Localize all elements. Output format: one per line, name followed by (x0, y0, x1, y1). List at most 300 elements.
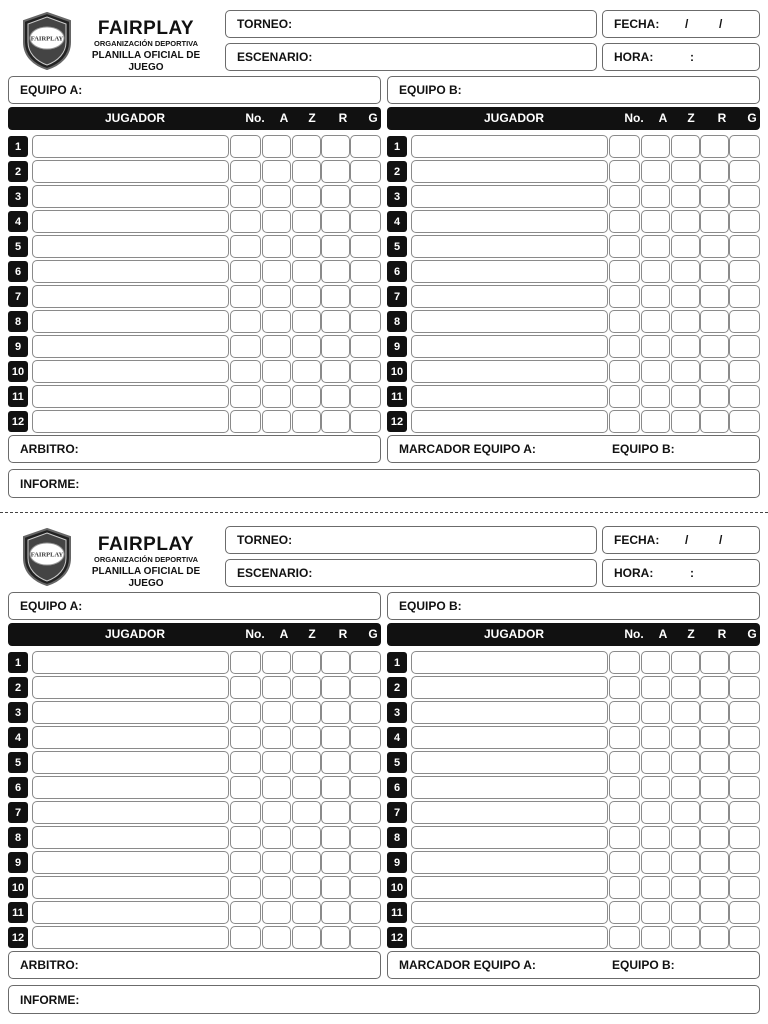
player-name-cell[interactable] (32, 826, 229, 849)
player-name-cell[interactable] (411, 651, 608, 674)
stat-cell[interactable] (671, 260, 700, 283)
stat-cell[interactable] (671, 851, 700, 874)
stat-cell[interactable] (729, 851, 760, 874)
player-name-cell[interactable] (411, 876, 608, 899)
stat-cell[interactable] (641, 876, 670, 899)
marcador-field[interactable] (387, 951, 760, 979)
stat-cell[interactable] (700, 235, 729, 258)
stat-cell[interactable] (350, 701, 381, 724)
informe-field[interactable] (8, 469, 760, 498)
stat-cell[interactable] (321, 210, 350, 233)
player-name-cell[interactable] (411, 135, 608, 158)
stat-cell[interactable] (292, 651, 321, 674)
stat-cell[interactable] (609, 135, 640, 158)
stat-cell[interactable] (292, 751, 321, 774)
stat-cell[interactable] (230, 160, 261, 183)
stat-cell[interactable] (700, 651, 729, 674)
fecha-field[interactable] (602, 10, 760, 38)
stat-cell[interactable] (671, 135, 700, 158)
stat-cell[interactable] (230, 185, 261, 208)
stat-cell[interactable] (700, 160, 729, 183)
stat-cell[interactable] (350, 310, 381, 333)
stat-cell[interactable] (609, 160, 640, 183)
stat-cell[interactable] (671, 926, 700, 949)
stat-cell[interactable] (350, 851, 381, 874)
stat-cell[interactable] (641, 260, 670, 283)
stat-cell[interactable] (262, 235, 291, 258)
stat-cell[interactable] (609, 310, 640, 333)
stat-cell[interactable] (350, 235, 381, 258)
stat-cell[interactable] (292, 210, 321, 233)
stat-cell[interactable] (641, 926, 670, 949)
player-name-cell[interactable] (32, 385, 229, 408)
stat-cell[interactable] (262, 385, 291, 408)
stat-cell[interactable] (350, 160, 381, 183)
escenario-field[interactable] (225, 43, 597, 71)
player-name-cell[interactable] (32, 135, 229, 158)
stat-cell[interactable] (609, 701, 640, 724)
stat-cell[interactable] (729, 751, 760, 774)
stat-cell[interactable] (292, 260, 321, 283)
stat-cell[interactable] (700, 185, 729, 208)
stat-cell[interactable] (671, 901, 700, 924)
player-name-cell[interactable] (32, 260, 229, 283)
stat-cell[interactable] (262, 310, 291, 333)
stat-cell[interactable] (641, 335, 670, 358)
player-name-cell[interactable] (32, 310, 229, 333)
stat-cell[interactable] (609, 235, 640, 258)
stat-cell[interactable] (671, 726, 700, 749)
stat-cell[interactable] (641, 776, 670, 799)
stat-cell[interactable] (671, 210, 700, 233)
stat-cell[interactable] (700, 726, 729, 749)
stat-cell[interactable] (671, 385, 700, 408)
stat-cell[interactable] (700, 776, 729, 799)
stat-cell[interactable] (262, 185, 291, 208)
stat-cell[interactable] (671, 185, 700, 208)
stat-cell[interactable] (262, 826, 291, 849)
escenario-field[interactable] (225, 559, 597, 587)
player-name-cell[interactable] (32, 876, 229, 899)
player-name-cell[interactable] (32, 776, 229, 799)
stat-cell[interactable] (671, 676, 700, 699)
stat-cell[interactable] (230, 851, 261, 874)
stat-cell[interactable] (729, 651, 760, 674)
stat-cell[interactable] (350, 676, 381, 699)
stat-cell[interactable] (671, 801, 700, 824)
stat-cell[interactable] (292, 385, 321, 408)
stat-cell[interactable] (729, 801, 760, 824)
player-name-cell[interactable] (411, 210, 608, 233)
stat-cell[interactable] (641, 360, 670, 383)
stat-cell[interactable] (262, 801, 291, 824)
stat-cell[interactable] (230, 210, 261, 233)
stat-cell[interactable] (230, 726, 261, 749)
player-name-cell[interactable] (411, 360, 608, 383)
stat-cell[interactable] (671, 751, 700, 774)
stat-cell[interactable] (729, 185, 760, 208)
stat-cell[interactable] (230, 335, 261, 358)
player-name-cell[interactable] (411, 335, 608, 358)
equipo-b-field[interactable] (387, 592, 760, 620)
player-name-cell[interactable] (411, 310, 608, 333)
stat-cell[interactable] (729, 135, 760, 158)
torneo-field[interactable] (225, 526, 597, 554)
stat-cell[interactable] (700, 851, 729, 874)
torneo-field[interactable] (225, 10, 597, 38)
player-name-cell[interactable] (411, 285, 608, 308)
stat-cell[interactable] (729, 310, 760, 333)
stat-cell[interactable] (292, 851, 321, 874)
stat-cell[interactable] (700, 310, 729, 333)
stat-cell[interactable] (671, 360, 700, 383)
stat-cell[interactable] (321, 135, 350, 158)
player-name-cell[interactable] (411, 801, 608, 824)
stat-cell[interactable] (671, 776, 700, 799)
stat-cell[interactable] (321, 235, 350, 258)
stat-cell[interactable] (230, 876, 261, 899)
stat-cell[interactable] (262, 676, 291, 699)
stat-cell[interactable] (292, 701, 321, 724)
stat-cell[interactable] (262, 360, 291, 383)
stat-cell[interactable] (230, 926, 261, 949)
stat-cell[interactable] (292, 726, 321, 749)
player-name-cell[interactable] (32, 851, 229, 874)
stat-cell[interactable] (729, 901, 760, 924)
stat-cell[interactable] (671, 876, 700, 899)
stat-cell[interactable] (700, 751, 729, 774)
stat-cell[interactable] (292, 801, 321, 824)
stat-cell[interactable] (350, 410, 381, 433)
stat-cell[interactable] (350, 185, 381, 208)
stat-cell[interactable] (321, 851, 350, 874)
stat-cell[interactable] (321, 676, 350, 699)
stat-cell[interactable] (609, 260, 640, 283)
stat-cell[interactable] (641, 185, 670, 208)
stat-cell[interactable] (609, 651, 640, 674)
stat-cell[interactable] (350, 776, 381, 799)
stat-cell[interactable] (262, 751, 291, 774)
stat-cell[interactable] (350, 210, 381, 233)
stat-cell[interactable] (230, 776, 261, 799)
player-name-cell[interactable] (32, 160, 229, 183)
stat-cell[interactable] (230, 360, 261, 383)
player-name-cell[interactable] (32, 701, 229, 724)
stat-cell[interactable] (700, 901, 729, 924)
equipo-a-field[interactable] (8, 592, 381, 620)
stat-cell[interactable] (230, 235, 261, 258)
player-name-cell[interactable] (411, 260, 608, 283)
stat-cell[interactable] (671, 410, 700, 433)
player-name-cell[interactable] (411, 776, 608, 799)
stat-cell[interactable] (700, 385, 729, 408)
stat-cell[interactable] (729, 210, 760, 233)
stat-cell[interactable] (262, 901, 291, 924)
stat-cell[interactable] (230, 260, 261, 283)
stat-cell[interactable] (641, 676, 670, 699)
stat-cell[interactable] (350, 751, 381, 774)
stat-cell[interactable] (321, 410, 350, 433)
stat-cell[interactable] (292, 410, 321, 433)
stat-cell[interactable] (292, 160, 321, 183)
stat-cell[interactable] (641, 385, 670, 408)
stat-cell[interactable] (609, 826, 640, 849)
stat-cell[interactable] (700, 360, 729, 383)
stat-cell[interactable] (350, 726, 381, 749)
stat-cell[interactable] (230, 135, 261, 158)
stat-cell[interactable] (262, 260, 291, 283)
stat-cell[interactable] (292, 676, 321, 699)
stat-cell[interactable] (350, 651, 381, 674)
stat-cell[interactable] (609, 801, 640, 824)
hora-field[interactable] (602, 43, 760, 71)
stat-cell[interactable] (671, 235, 700, 258)
stat-cell[interactable] (262, 701, 291, 724)
stat-cell[interactable] (729, 826, 760, 849)
stat-cell[interactable] (729, 335, 760, 358)
stat-cell[interactable] (321, 335, 350, 358)
player-name-cell[interactable] (411, 701, 608, 724)
stat-cell[interactable] (350, 826, 381, 849)
player-name-cell[interactable] (411, 826, 608, 849)
player-name-cell[interactable] (411, 751, 608, 774)
stat-cell[interactable] (641, 726, 670, 749)
player-name-cell[interactable] (411, 726, 608, 749)
stat-cell[interactable] (292, 826, 321, 849)
stat-cell[interactable] (671, 335, 700, 358)
stat-cell[interactable] (700, 260, 729, 283)
stat-cell[interactable] (230, 410, 261, 433)
stat-cell[interactable] (700, 926, 729, 949)
player-name-cell[interactable] (411, 235, 608, 258)
stat-cell[interactable] (671, 701, 700, 724)
stat-cell[interactable] (609, 410, 640, 433)
stat-cell[interactable] (321, 385, 350, 408)
stat-cell[interactable] (292, 185, 321, 208)
stat-cell[interactable] (350, 335, 381, 358)
stat-cell[interactable] (700, 876, 729, 899)
stat-cell[interactable] (609, 385, 640, 408)
stat-cell[interactable] (641, 801, 670, 824)
stat-cell[interactable] (262, 160, 291, 183)
stat-cell[interactable] (671, 160, 700, 183)
equipo-a-field[interactable] (8, 76, 381, 104)
stat-cell[interactable] (609, 901, 640, 924)
stat-cell[interactable] (609, 726, 640, 749)
arbitro-field[interactable] (8, 951, 381, 979)
stat-cell[interactable] (671, 285, 700, 308)
stat-cell[interactable] (262, 726, 291, 749)
stat-cell[interactable] (321, 701, 350, 724)
stat-cell[interactable] (350, 260, 381, 283)
stat-cell[interactable] (609, 776, 640, 799)
stat-cell[interactable] (609, 185, 640, 208)
player-name-cell[interactable] (411, 926, 608, 949)
stat-cell[interactable] (729, 926, 760, 949)
stat-cell[interactable] (641, 160, 670, 183)
player-name-cell[interactable] (32, 210, 229, 233)
stat-cell[interactable] (321, 776, 350, 799)
stat-cell[interactable] (262, 926, 291, 949)
stat-cell[interactable] (321, 876, 350, 899)
stat-cell[interactable] (321, 310, 350, 333)
stat-cell[interactable] (321, 360, 350, 383)
player-name-cell[interactable] (32, 185, 229, 208)
stat-cell[interactable] (700, 826, 729, 849)
player-name-cell[interactable] (411, 160, 608, 183)
stat-cell[interactable] (321, 285, 350, 308)
stat-cell[interactable] (641, 310, 670, 333)
stat-cell[interactable] (609, 360, 640, 383)
stat-cell[interactable] (321, 260, 350, 283)
stat-cell[interactable] (729, 876, 760, 899)
stat-cell[interactable] (700, 210, 729, 233)
stat-cell[interactable] (262, 210, 291, 233)
stat-cell[interactable] (641, 285, 670, 308)
stat-cell[interactable] (700, 335, 729, 358)
player-name-cell[interactable] (32, 410, 229, 433)
stat-cell[interactable] (729, 726, 760, 749)
stat-cell[interactable] (262, 776, 291, 799)
informe-field[interactable] (8, 985, 760, 1014)
stat-cell[interactable] (671, 310, 700, 333)
stat-cell[interactable] (609, 335, 640, 358)
stat-cell[interactable] (230, 285, 261, 308)
stat-cell[interactable] (641, 135, 670, 158)
stat-cell[interactable] (641, 851, 670, 874)
player-name-cell[interactable] (32, 360, 229, 383)
stat-cell[interactable] (729, 410, 760, 433)
stat-cell[interactable] (230, 701, 261, 724)
player-name-cell[interactable] (411, 185, 608, 208)
stat-cell[interactable] (671, 826, 700, 849)
stat-cell[interactable] (292, 135, 321, 158)
stat-cell[interactable] (609, 210, 640, 233)
stat-cell[interactable] (729, 776, 760, 799)
stat-cell[interactable] (262, 851, 291, 874)
player-name-cell[interactable] (411, 410, 608, 433)
stat-cell[interactable] (230, 801, 261, 824)
player-name-cell[interactable] (411, 901, 608, 924)
stat-cell[interactable] (729, 285, 760, 308)
stat-cell[interactable] (230, 826, 261, 849)
equipo-b-field[interactable] (387, 76, 760, 104)
stat-cell[interactable] (292, 876, 321, 899)
stat-cell[interactable] (292, 235, 321, 258)
stat-cell[interactable] (641, 210, 670, 233)
stat-cell[interactable] (350, 385, 381, 408)
stat-cell[interactable] (292, 901, 321, 924)
stat-cell[interactable] (321, 826, 350, 849)
stat-cell[interactable] (292, 310, 321, 333)
stat-cell[interactable] (321, 651, 350, 674)
player-name-cell[interactable] (32, 926, 229, 949)
stat-cell[interactable] (700, 676, 729, 699)
stat-cell[interactable] (292, 776, 321, 799)
player-name-cell[interactable] (32, 335, 229, 358)
stat-cell[interactable] (350, 801, 381, 824)
player-name-cell[interactable] (32, 901, 229, 924)
stat-cell[interactable] (729, 701, 760, 724)
stat-cell[interactable] (609, 676, 640, 699)
stat-cell[interactable] (262, 135, 291, 158)
stat-cell[interactable] (230, 676, 261, 699)
stat-cell[interactable] (262, 651, 291, 674)
stat-cell[interactable] (262, 876, 291, 899)
stat-cell[interactable] (230, 901, 261, 924)
player-name-cell[interactable] (32, 651, 229, 674)
stat-cell[interactable] (729, 360, 760, 383)
stat-cell[interactable] (262, 410, 291, 433)
stat-cell[interactable] (350, 926, 381, 949)
player-name-cell[interactable] (32, 801, 229, 824)
stat-cell[interactable] (700, 701, 729, 724)
stat-cell[interactable] (350, 285, 381, 308)
stat-cell[interactable] (292, 335, 321, 358)
stat-cell[interactable] (350, 876, 381, 899)
player-name-cell[interactable] (32, 285, 229, 308)
arbitro-field[interactable] (8, 435, 381, 463)
stat-cell[interactable] (262, 335, 291, 358)
player-name-cell[interactable] (32, 235, 229, 258)
stat-cell[interactable] (321, 160, 350, 183)
stat-cell[interactable] (729, 385, 760, 408)
stat-cell[interactable] (292, 926, 321, 949)
stat-cell[interactable] (700, 410, 729, 433)
stat-cell[interactable] (292, 360, 321, 383)
stat-cell[interactable] (729, 235, 760, 258)
player-name-cell[interactable] (411, 851, 608, 874)
stat-cell[interactable] (230, 385, 261, 408)
stat-cell[interactable] (321, 926, 350, 949)
stat-cell[interactable] (609, 751, 640, 774)
stat-cell[interactable] (230, 651, 261, 674)
stat-cell[interactable] (230, 310, 261, 333)
stat-cell[interactable] (350, 901, 381, 924)
stat-cell[interactable] (230, 751, 261, 774)
stat-cell[interactable] (729, 160, 760, 183)
stat-cell[interactable] (321, 185, 350, 208)
stat-cell[interactable] (641, 410, 670, 433)
player-name-cell[interactable] (411, 385, 608, 408)
stat-cell[interactable] (641, 826, 670, 849)
stat-cell[interactable] (292, 285, 321, 308)
stat-cell[interactable] (641, 751, 670, 774)
stat-cell[interactable] (641, 701, 670, 724)
player-name-cell[interactable] (32, 726, 229, 749)
hora-field[interactable] (602, 559, 760, 587)
player-name-cell[interactable] (32, 751, 229, 774)
stat-cell[interactable] (609, 285, 640, 308)
stat-cell[interactable] (729, 676, 760, 699)
stat-cell[interactable] (609, 876, 640, 899)
stat-cell[interactable] (321, 801, 350, 824)
stat-cell[interactable] (350, 360, 381, 383)
stat-cell[interactable] (671, 651, 700, 674)
stat-cell[interactable] (262, 285, 291, 308)
stat-cell[interactable] (609, 851, 640, 874)
stat-cell[interactable] (700, 285, 729, 308)
stat-cell[interactable] (321, 901, 350, 924)
stat-cell[interactable] (609, 926, 640, 949)
marcador-field[interactable] (387, 435, 760, 463)
stat-cell[interactable] (641, 235, 670, 258)
stat-cell[interactable] (700, 135, 729, 158)
fecha-field[interactable] (602, 526, 760, 554)
stat-cell[interactable] (641, 651, 670, 674)
stat-cell[interactable] (700, 801, 729, 824)
player-name-cell[interactable] (411, 676, 608, 699)
